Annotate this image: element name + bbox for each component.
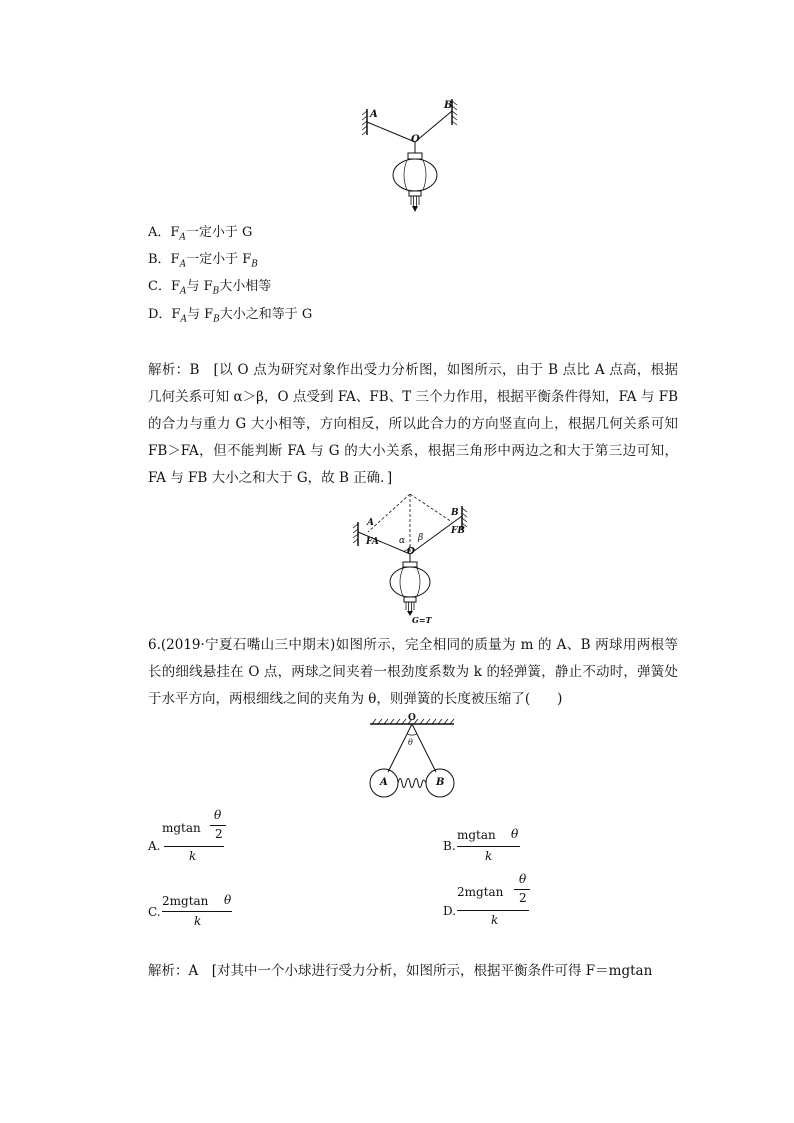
fig1-label-b: B <box>444 100 453 111</box>
q6-a-fraction-bar <box>164 846 224 847</box>
q6-c-theta: θ <box>224 893 232 907</box>
q6-b-numerator: mgtan <box>457 828 496 842</box>
fig2-label-fa: FA <box>366 537 379 547</box>
q6-a-two: 2 <box>215 827 223 841</box>
q6-d-numerator: 2mgtan <box>457 885 504 899</box>
fig2-label-fb: FB <box>451 526 465 536</box>
q6-question: 6.(2019·宁夏石嘴山三中期末)如图所示，完全相同的质量为 m 的 A、B 两球用两根等长的细线悬挂在 O 点，两球之间夹着一根劲度系数为 k 的轻弹簧，静止不动时，弹簧处于水平方向，两根细线之间的夹角为 θ，则弹簧的长度被压缩了( ) <box>148 637 678 707</box>
q6-d-theta-bar <box>514 889 530 890</box>
q6-option-a <box>148 808 288 868</box>
q5-option-b: B．$F_A$一定小于 $F_B$ <box>148 252 258 270</box>
fig2-label-alpha: α <box>399 536 406 546</box>
q6-c-letter: C. <box>148 905 161 919</box>
q6-a-letter: A. <box>148 839 161 853</box>
fig2-label-beta: β <box>418 533 424 543</box>
fig3-label-theta: θ <box>408 738 413 747</box>
fig2-label-b: B <box>451 508 459 518</box>
q6-d-fraction-bar <box>457 910 529 911</box>
spring-balls-figure <box>362 712 462 804</box>
q6-a-theta: θ <box>214 808 222 822</box>
q5-option-d: D．$F_A$与 $F_B$大小之和等于 G <box>148 307 313 325</box>
q6-c-fraction-bar <box>162 911 232 912</box>
q5-option-c: C．$F_A$与 $F_B$大小相等 <box>148 279 272 297</box>
fig3-label-o: O <box>408 713 416 723</box>
fig2-label-a: A <box>367 518 374 528</box>
q6-solution: 解析：A [对其中一个小球进行受力分析，如图所示，根据平衡条件可得 F＝mgtan <box>148 963 653 979</box>
q6-d-letter: D. <box>443 904 457 918</box>
q6-option-d <box>443 872 583 932</box>
q6-d-theta: θ <box>519 872 527 886</box>
q6-d-two: 2 <box>519 891 527 905</box>
fig1-label-a: A <box>370 109 378 120</box>
fig2-label-gt: G=T <box>412 615 432 625</box>
q6-a-numerator: mgtan <box>162 821 201 835</box>
q5-solution: 解析：B [以 O 点为研究对象作出受力分析图，如图所示，由于 B 点比 A 点高，根据几何关系可知 α＞β，O 点受到 FA、FB、T 三个力作用，根据平衡条件得知，FA 与 FB 的合力与重力 G 大小相等，方向相反，所以此合力的方向竖直向上，根据几何关系可知 FB＞FA，但不能判断 FA 与 G 的大小关系，根据三角形中两边之和大于第三边可知，FA 与 FB 大小之和大于 G，故 B 正确．] <box>148 362 678 486</box>
q6-a-denominator: k <box>189 849 197 863</box>
q6-c-denominator: k <box>194 914 202 928</box>
fig2-label-o: O <box>407 547 415 557</box>
fig1-label-o: O <box>411 134 420 145</box>
q6-b-letter: B. <box>443 839 456 853</box>
q6-d-denominator: k <box>491 913 499 927</box>
fig3-label-b: B <box>436 777 445 788</box>
fig3-label-a: A <box>380 777 388 788</box>
q6-c-numerator: 2mgtan <box>162 894 209 908</box>
q6-b-fraction-bar <box>457 846 520 847</box>
q6-option-b <box>443 826 563 866</box>
q5-option-a: A．$F_A$一定小于 G <box>148 225 253 243</box>
q6-b-denominator: k <box>485 849 493 863</box>
q6-option-c <box>148 892 268 932</box>
q6-b-theta: θ <box>511 827 519 841</box>
q6-a-theta-bar <box>210 825 226 826</box>
